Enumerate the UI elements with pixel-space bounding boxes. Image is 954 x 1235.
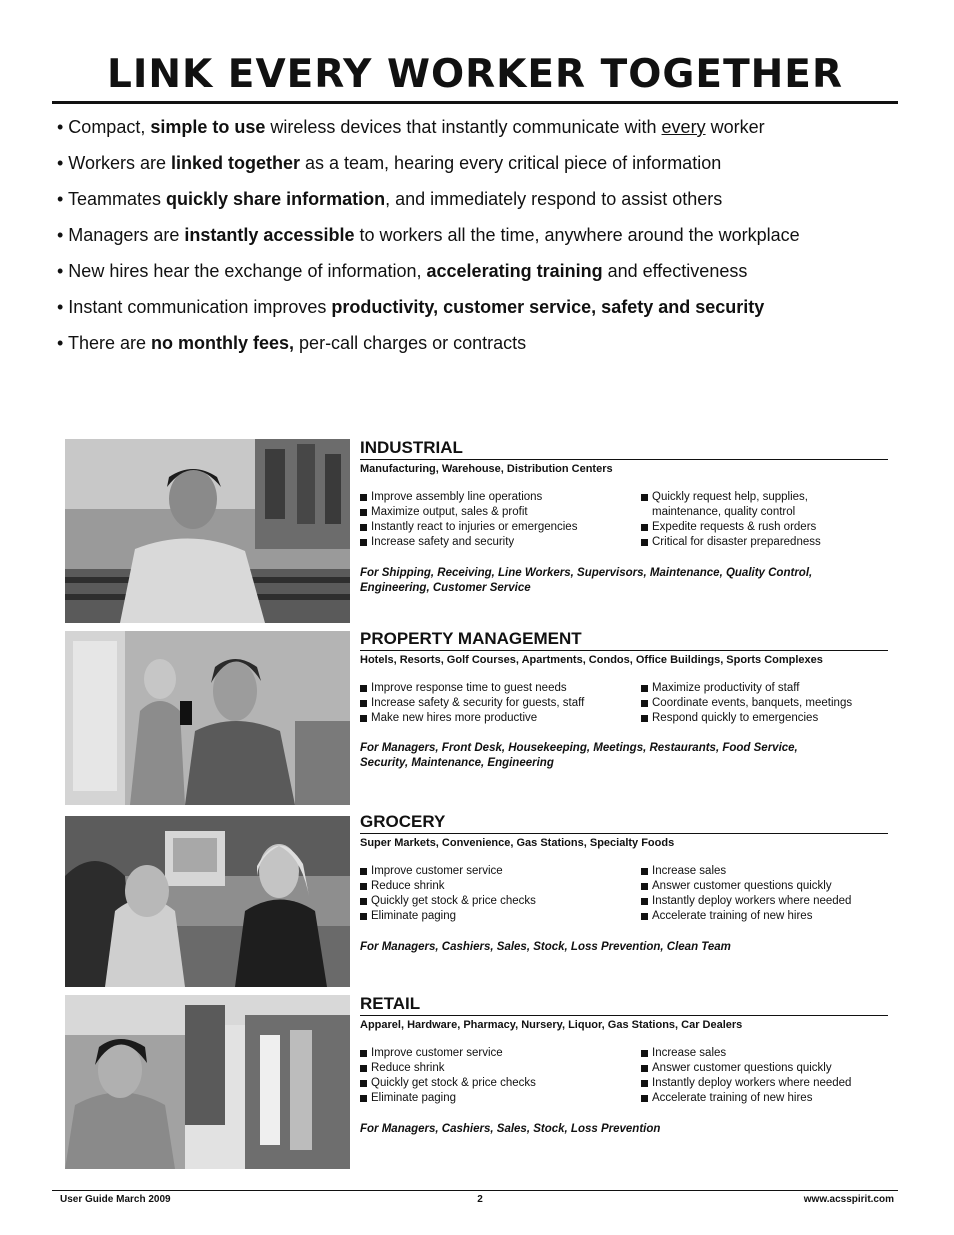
page-number: 2: [477, 1194, 483, 1205]
square-bullet-icon: [360, 524, 367, 531]
benefit-item: Instantly deploy workers where needed: [641, 894, 901, 909]
section-subtitle: Apparel, Hardware, Pharmacy, Nursery, Liquor, Gas Stations, Car Dealers: [360, 1019, 743, 1031]
feature-bullet: • Workers are linked together as a team, hearing every critical piece of information: [57, 153, 722, 173]
square-bullet-icon: [641, 1050, 648, 1057]
benefit-item: Critical for disaster preparedness: [641, 535, 901, 550]
title-divider: [52, 101, 898, 104]
target-roles: For Managers, Cashiers, Sales, Stock, Loss Prevention, Clean Team: [360, 941, 731, 953]
square-bullet-icon: [360, 913, 367, 920]
feature-bullet: • New hires hear the exchange of information, accelerating training and effectiveness: [57, 261, 748, 281]
square-bullet-icon: [360, 1065, 367, 1072]
grocery-content: [360, 812, 888, 955]
square-bullet-icon: [360, 883, 367, 890]
square-bullet-icon: [641, 883, 648, 890]
property-management-photo: [65, 631, 350, 805]
retail-store-photo: [65, 995, 350, 1169]
square-bullet-icon: [360, 1095, 367, 1102]
benefit-item: Improve response time to guest needs: [360, 681, 640, 696]
square-bullet-icon: [641, 539, 648, 546]
benefit-item: Quickly request help, supplies,: [641, 490, 901, 505]
benefit-item: Answer customer questions quickly: [641, 879, 901, 894]
target-roles: For Managers, Cashiers, Sales, Stock, Loss Prevention: [360, 1123, 661, 1135]
benefit-item: Improve customer service: [360, 864, 640, 879]
section-subtitle: Hotels, Resorts, Golf Courses, Apartments, Condos, Office Buildings, Sports Complexes: [360, 654, 823, 666]
benefit-item: Accelerate training of new hires: [641, 1091, 901, 1106]
industrial-content: [360, 438, 888, 596]
benefit-item: Maximize productivity of staff: [641, 681, 901, 696]
square-bullet-icon: [641, 715, 648, 722]
square-bullet-icon: [360, 494, 367, 501]
benefit-item: Maximize output, sales & profit: [360, 505, 640, 520]
grocery-checkout-photo: [65, 816, 350, 987]
benefit-item: Expedite requests & rush orders: [641, 520, 901, 535]
square-bullet-icon: [641, 700, 648, 707]
feature-bullet: • Compact, simple to use wireless devices that instantly communicate with every worker: [57, 117, 765, 137]
benefit-item: Eliminate paging: [360, 909, 640, 924]
square-bullet-icon: [360, 715, 367, 722]
square-bullet-icon: [641, 1080, 648, 1087]
benefit-item: Eliminate paging: [360, 1091, 640, 1106]
square-bullet-icon: [360, 509, 367, 516]
benefits-left-column: [360, 1046, 640, 1106]
section-title: INDUSTRIAL: [360, 438, 888, 460]
benefit-item: Coordinate events, banquets, meetings: [641, 696, 901, 711]
benefit-item: Answer customer questions quickly: [641, 1061, 901, 1076]
target-roles: For Managers, Front Desk, Housekeeping, Meetings, Restaurants, Food Service, Security, Maintenance, Engineering: [360, 742, 798, 769]
benefits-left-column: [360, 864, 640, 924]
footer-doc-info: User Guide March 2009: [60, 1194, 171, 1205]
square-bullet-icon: [641, 494, 648, 501]
square-bullet-icon: [641, 913, 648, 920]
target-roles: For Shipping, Receiving, Line Workers, Supervisors, Maintenance, Quality Control, Engineering, Customer Service: [360, 567, 813, 594]
section-title: PROPERTY MANAGEMENT: [360, 629, 888, 651]
square-bullet-icon: [360, 539, 367, 546]
benefit-item: Increase safety & security for guests, staff: [360, 696, 640, 711]
section-title: RETAIL: [360, 994, 888, 1016]
industrial-worker-photo: [65, 439, 350, 623]
benefits-right-column: [641, 864, 901, 924]
square-bullet-icon: [641, 524, 648, 531]
benefits-left-column: [360, 681, 640, 726]
footer-website: www.acsspirit.com: [803, 1194, 894, 1205]
benefit-item: Quickly get stock & price checks: [360, 1076, 640, 1091]
square-bullet-icon: [641, 868, 648, 875]
page-title: LINK EVERY WORKER TOGETHER: [107, 52, 843, 97]
square-bullet-icon: [360, 1050, 367, 1057]
benefit-item: Increase sales: [641, 1046, 901, 1061]
benefits-left-column: [360, 490, 640, 550]
benefit-item: Instantly react to injuries or emergencies: [360, 520, 640, 535]
benefits-right-column: [641, 681, 901, 726]
square-bullet-icon: [641, 1095, 648, 1102]
square-bullet-icon: [641, 1065, 648, 1072]
retail-content: [360, 994, 888, 1137]
property-management-content: [360, 629, 888, 771]
square-bullet-icon: [360, 1080, 367, 1087]
footer-divider: [52, 1190, 898, 1191]
benefit-item: Improve customer service: [360, 1046, 640, 1061]
section-subtitle: Manufacturing, Warehouse, Distribution Centers: [360, 463, 613, 475]
feature-bullet-list: [57, 116, 917, 368]
square-bullet-icon: [360, 700, 367, 707]
square-bullet-icon: [360, 868, 367, 875]
square-bullet-icon: [641, 685, 648, 692]
benefit-item: Quickly get stock & price checks: [360, 894, 640, 909]
feature-bullet: • Instant communication improves productivity, customer service, safety and security: [57, 297, 765, 317]
benefits-right-column: [641, 490, 901, 550]
benefit-item: Improve assembly line operations: [360, 490, 640, 505]
section-title: GROCERY: [360, 812, 888, 834]
feature-bullet: • Managers are instantly accessible to workers all the time, anywhere around the workplace: [57, 225, 800, 245]
feature-bullet: • There are no monthly fees, per-call charges or contracts: [57, 333, 527, 353]
feature-bullet: • Teammates quickly share information, and immediately respond to assist others: [57, 189, 723, 209]
section-subtitle: Super Markets, Convenience, Gas Stations, Specialty Foods: [360, 837, 675, 849]
benefit-item: Reduce shrink: [360, 1061, 640, 1076]
benefits-right-column: [641, 1046, 901, 1106]
benefit-item: Respond quickly to emergencies: [641, 711, 901, 726]
benefit-item: Make new hires more productive: [360, 711, 640, 726]
benefit-item-continuation: maintenance, quality control: [652, 506, 796, 518]
square-bullet-icon: [360, 898, 367, 905]
benefit-item: Increase safety and security: [360, 535, 640, 550]
square-bullet-icon: [360, 685, 367, 692]
benefit-item: Increase sales: [641, 864, 901, 879]
square-bullet-icon: [641, 898, 648, 905]
benefit-item: Accelerate training of new hires: [641, 909, 901, 924]
benefit-item: Instantly deploy workers where needed: [641, 1076, 901, 1091]
benefit-item: Reduce shrink: [360, 879, 640, 894]
